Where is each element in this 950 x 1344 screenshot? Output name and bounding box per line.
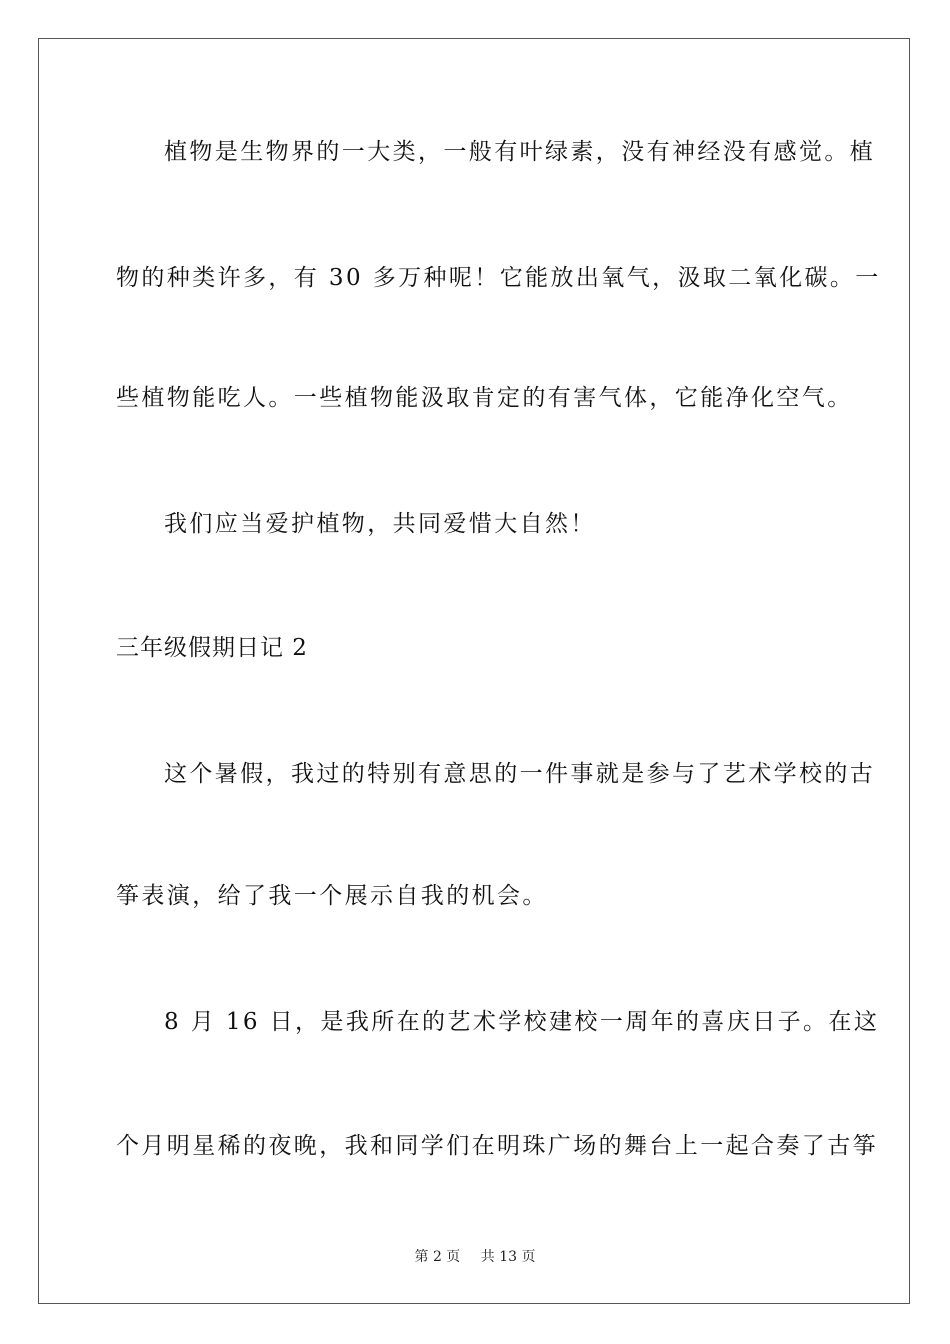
paragraph-line: 个月明星稀的夜晚，我和同学们在明珠广场的舞台上一起合奏了古筝 [116,1133,878,1159]
page-frame [38,38,910,1304]
paragraph-line: 8 月 16 日，是我所在的艺术学校建校一周年的喜庆日子。在这 [164,1009,880,1035]
page-footer [0,1248,950,1266]
paragraph-line: 植物是生物界的一大类，一般有叶绿素，没有神经没有感觉。植 [164,139,876,165]
paragraph-line: 我们应当爱护植物，共同爱惜大自然！ [164,511,596,537]
paragraph-line: 这个暑假，我过的特别有意思的一件事就是参与了艺术学校的古 [164,761,876,787]
paragraph-line: 些植物能吃人。一些植物能汲取肯定的有害气体，它能净化空气。 [116,385,853,411]
page-number: 第 2 页 [414,1249,461,1265]
paragraph-line: 物的种类许多，有 30 多万种呢！它能放出氧气，汲取二氧化碳。一 [116,265,881,291]
paragraph-line: 筝表演，给了我一个展示自我的机会。 [116,883,548,909]
section-heading: 三年级假期日记 2 [116,635,308,661]
page-total: 共 13 页 [480,1249,536,1265]
